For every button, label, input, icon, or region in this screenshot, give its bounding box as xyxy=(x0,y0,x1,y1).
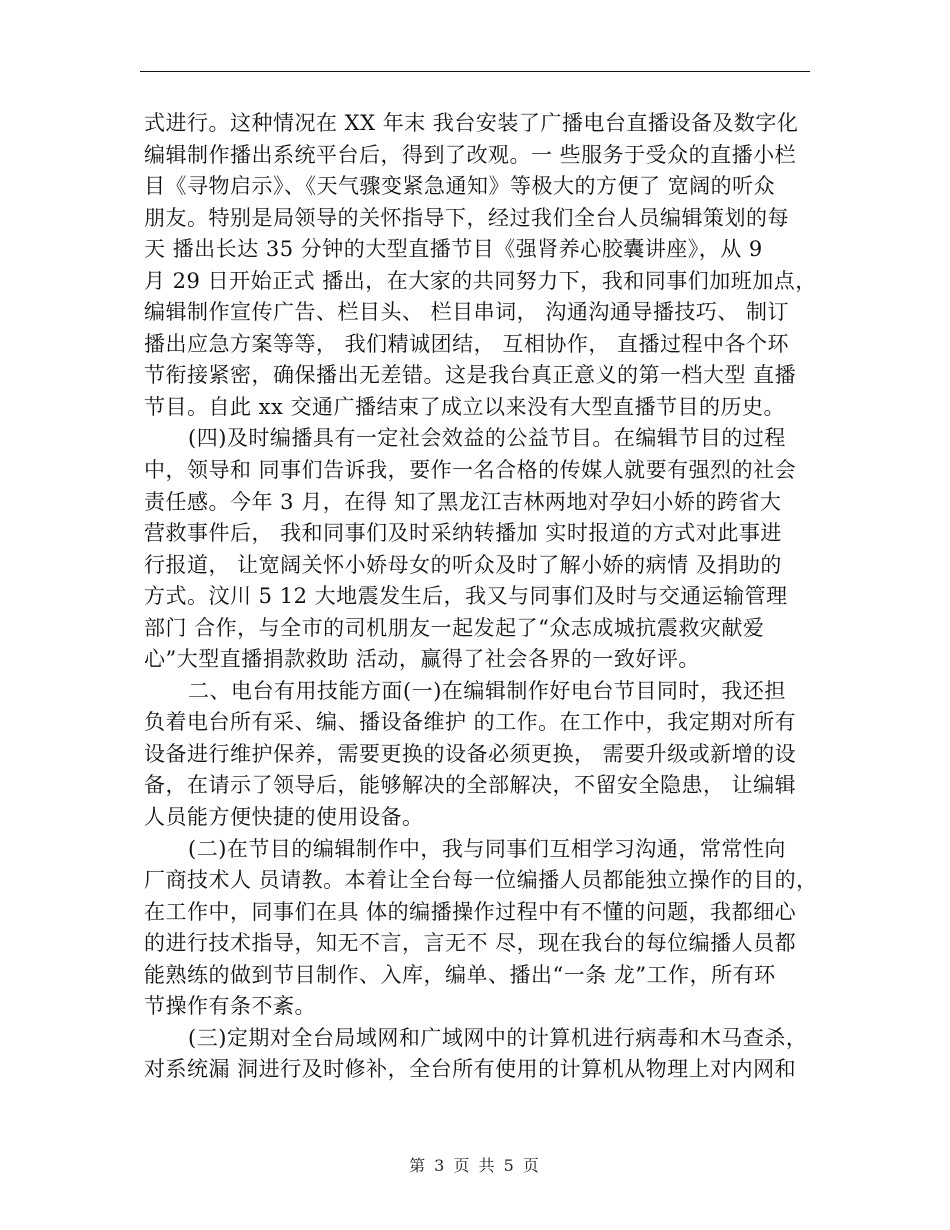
paragraph-first-line: (二)在节目的编辑制作中，我与同事们互相学习沟通，常常性向 xyxy=(188,836,786,861)
document-body xyxy=(144,108,818,1086)
text-line: 编辑制作宣传广告、栏目头、 栏目串词， 沟通沟通导播技巧、 制订 xyxy=(144,300,790,325)
text-line: 人员能方便快捷的使用设备。 xyxy=(144,805,424,830)
text-line: 天 播出长达 35 分钟的大型直播节目《强肾养心胶囊讲座》，从 9 xyxy=(144,237,763,262)
text-line: 行报道， 让宽阔关怀小娇母女的听众及时了解小娇的病情 及捐助的 xyxy=(144,552,782,577)
text-line: 备，在请示了领导后，能够解决的全部解决，不留安全隐患， 让编辑 xyxy=(144,773,797,798)
text-line: 对系统漏 洞进行及时修补，全台所有使用的计算机从物理上对内网和 xyxy=(144,1057,797,1082)
text-line: 的进行技术指导，知无不言，言无不 尽，现在我台的每位编播人员都 xyxy=(144,931,797,956)
text-line: 负着电台所有采、编、播设备维护 的工作。在工作中，我定期对所有 xyxy=(144,710,797,735)
text-line: 目《寻物启示》、《天气骤变紧急通知》等极大的方便了 宽阔的听众 xyxy=(144,174,776,199)
text-line: 责任感。今年 3 月，在得 知了黑龙江吉林两地对孕妇小娇的跨省大 xyxy=(144,489,782,514)
text-line: 节操作有条不紊。 xyxy=(144,994,316,1019)
text-line: 能熟练的做到节目制作、入库，编单、播出“一条 龙”工作，所有环 xyxy=(144,962,776,987)
text-line: 在工作中，同事们在具 体的编播操作过程中有不懂的问题，我都细心 xyxy=(144,899,797,924)
text-line: 编辑制作播出系统平台后，得到了改观。一 些服务于受众的直播小栏 xyxy=(144,142,797,167)
text-line: 中，领导和 同事们告诉我，要作一名合格的传媒人就要有强烈的社会 xyxy=(144,458,797,483)
text-line: 播出应急方案等等， 我们精诚团结， 互相协作， 直播过程中各个环 xyxy=(144,331,790,356)
text-line: 设备进行维护保养，需要更换的设备必须更换， 需要升级或新增的设 xyxy=(144,741,797,766)
paragraph-first-line: (四)及时编播具有一定社会效益的公益节目。在编辑节目的过程 xyxy=(188,426,786,451)
paragraph-first-line: (三)定期对全台局域网和广域网中的计算机进行病毒和木马查杀， xyxy=(188,1025,808,1050)
text-line: 营救事件后， 我和同事们及时采纳转播加 实时报道的方式对此事进 xyxy=(144,521,782,546)
text-line: 式进行。这种情况在 XX 年末 我台安装了广播电台直播设备及数字化 xyxy=(144,111,799,135)
text-line: 节衔接紧密，确保播出无差错。这是我台真正意义的第一档大型 直播 xyxy=(144,363,797,388)
text-line: 厂商技术人 员请教。本着让全台每一位编播人员都能独立操作的目的， xyxy=(144,868,818,893)
text-line: 月 29 日开始正式 播出，在大家的共同努力下，我和同事们加班加点， xyxy=(144,268,817,293)
text-line: 节目。自此 xx 交通广播结束了成立以来没有大型直播节目的历史。 xyxy=(144,394,786,419)
text-line: 方式。汶川 5 12 大地震发生后，我又与同事们及时与交通运输管理 xyxy=(144,584,788,609)
page-number-footer: 第 3 页 共 5 页 xyxy=(409,1156,541,1175)
text-line: 朋友。特别是局领导的关怀指导下，经过我们全台人员编辑策划的每 xyxy=(144,205,789,230)
text-line: 部门 合作，与全市的司机朋友一起发起了“众志成城抗震救灾献爱 xyxy=(144,615,765,640)
paragraph-first-line: 二、电台有用技能方面(一)在编辑制作好电台节目同时，我还担 xyxy=(188,678,786,703)
header-rule xyxy=(140,71,810,72)
text-line: 心”大型直播捐款救助 活动，赢得了社会各界的一致好评。 xyxy=(144,647,700,672)
